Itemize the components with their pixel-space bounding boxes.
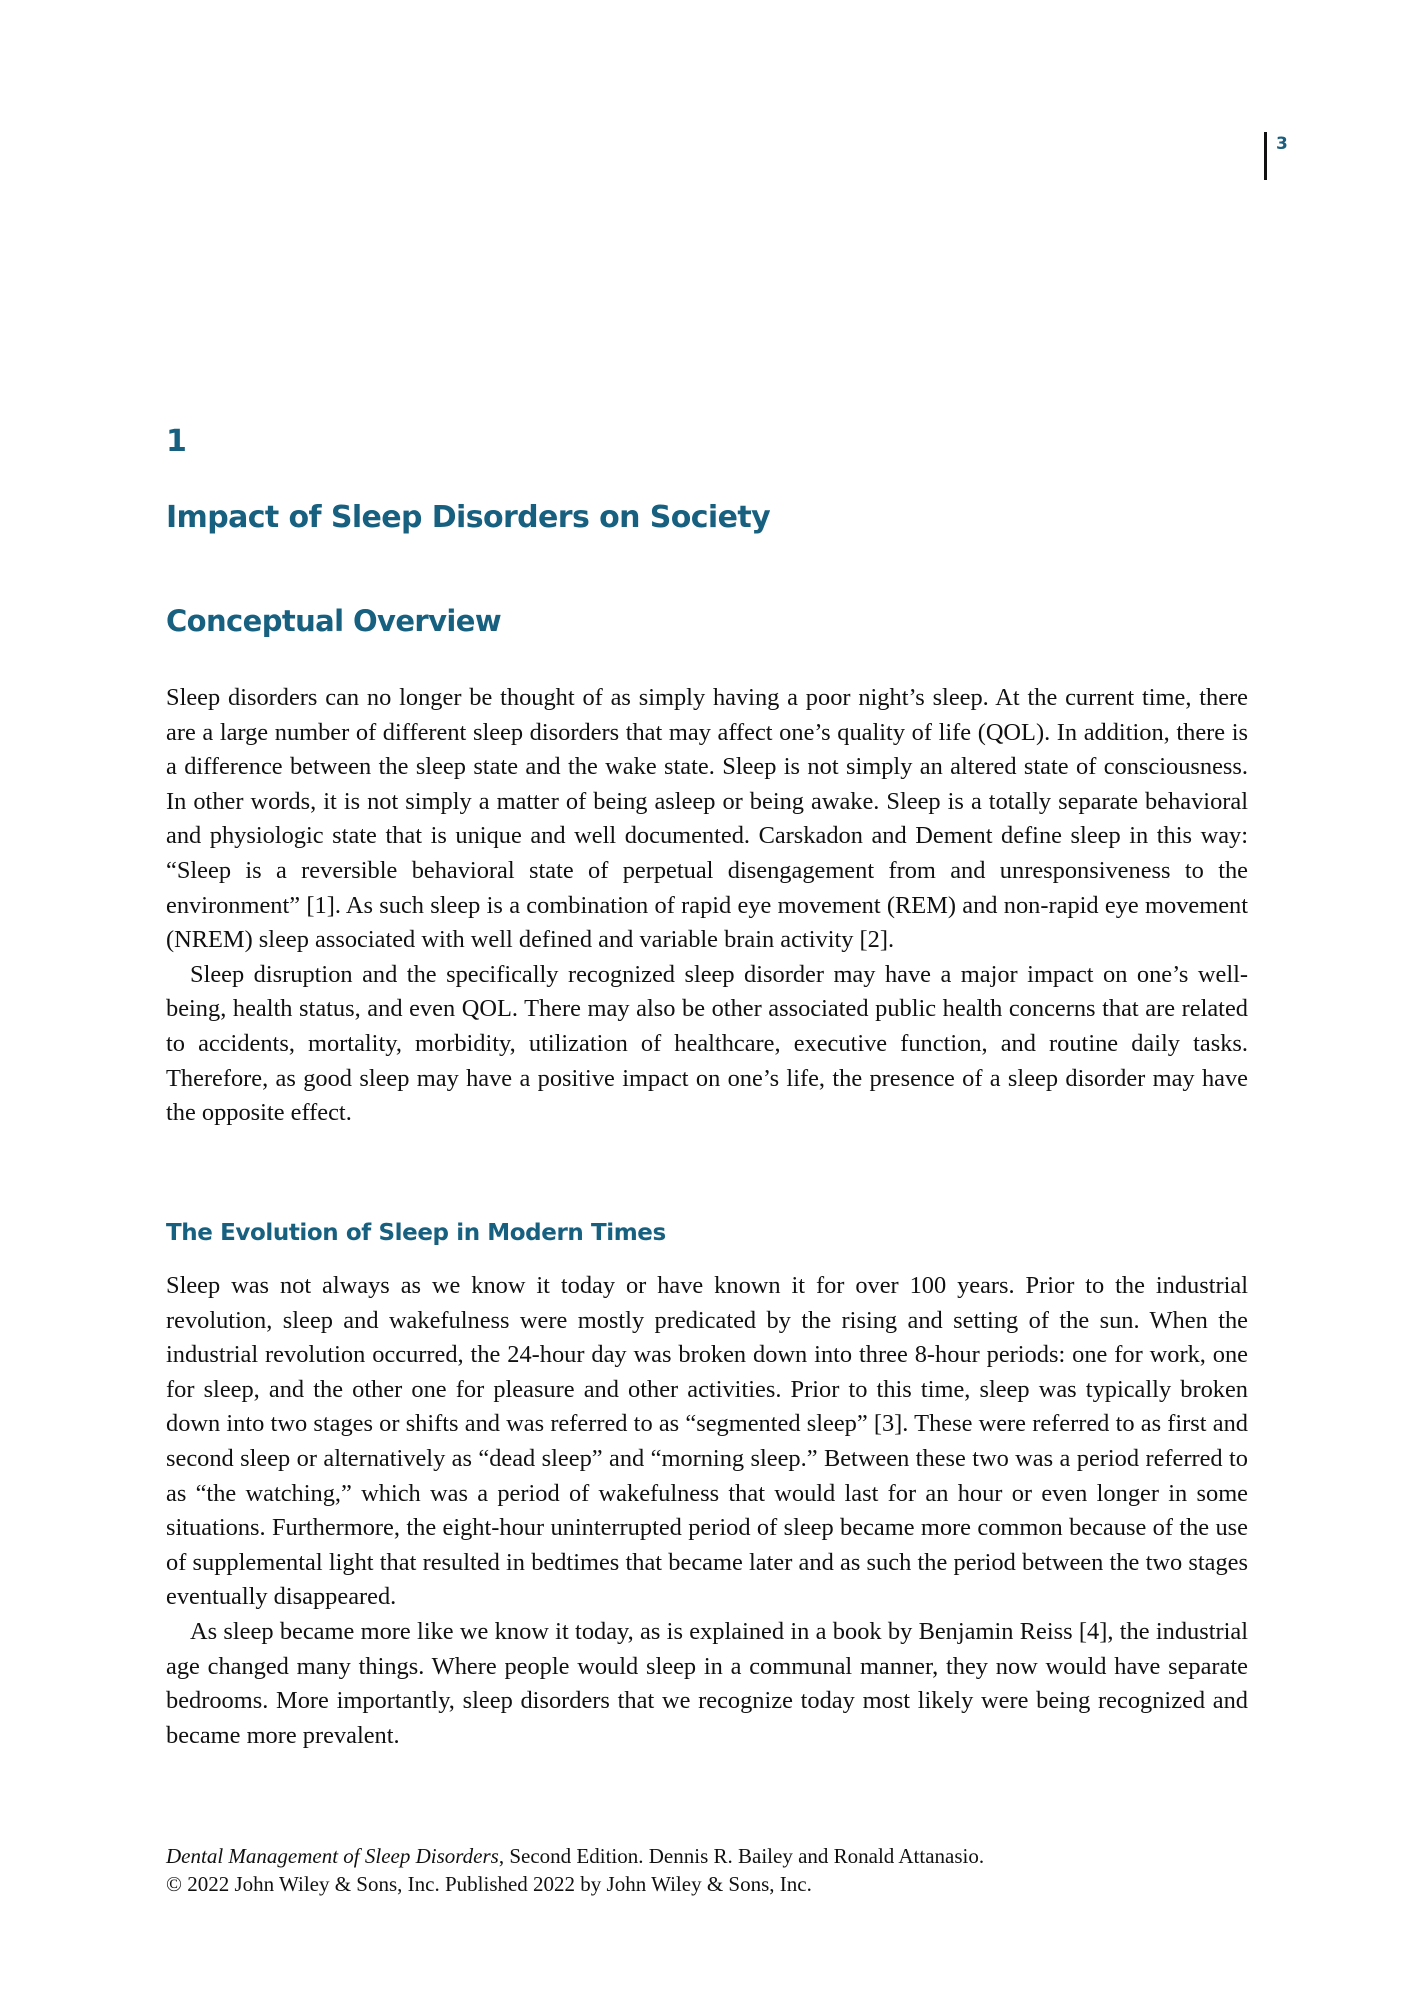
paragraph: Sleep disruption and the specifically recognized sleep disorder may have a major impact on one’s well-being, health status, and even QOL. There may also be other associated public health concerns that are related to accidents, mortality, morbidity, utilization of healthcare, executive function, and routine daily tasks. Therefore, as good sleep may have a positive impact on one’s life, the presence of a sleep disorder may have the opposite effect. (166, 960, 1248, 1127)
paragraph: As sleep became more like we know it today, as is explained in a book by Benjamin Reiss [4], the industrial age changed many things. Where people would sleep in a communal manner, they now would have separate bedrooms. More importantly, sleep disorders that we recognize today most likely were being recognized and became more prevalent. (166, 1617, 1248, 1749)
paragraph: Sleep disorders can no longer be thought of as simply having a poor night’s sleep. At the current time, there are a large number of different sleep disorders that may affect one’s quality of life (QOL). In addition, there is a difference between the sleep state and the wake state. Sleep is not simply an altered state of consciousness. In other words, it is not simply a matter of being asleep or being awake. Sleep is a totally separate behavioral and physiologic state that is unique and well documented. Carskadon and Dement define sleep in this way: “Sleep is a reversible behavioral state of perpetual disengagement from and unresponsiveness to the environment” [1]. As such sleep is a combination of rapid eye movement (REM) and non-rapid eye movement (NREM) sleep associated with well defined and variable brain activity [2]. (166, 684, 1248, 954)
book-title: Dental Management of Sleep Disorders (166, 1844, 499, 1868)
page-number: 3 (1276, 134, 1288, 154)
section-body-evolution-of-sleep (166, 1269, 1248, 1753)
section-heading-conceptual-overview: Conceptual Overview (166, 604, 502, 638)
page-number-rule (1264, 132, 1267, 180)
chapter-number: 1 (166, 424, 187, 459)
edition-authors: , Second Edition. Dennis R. Bailey and Ronald Attanasio. (498, 1844, 985, 1868)
paragraph: Sleep was not always as we know it today or have known it for over 100 years. Prior to the industrial revolution, sleep and wakefulness were mostly predicated by the rising and setting of the sun. When the industrial revolution occurred, the 24-hour day was broken down into three 8-hour periods: one for work, one for sleep, and the other one for pleasure and other activities. Prior to this time, sleep was typically broken down into two stages or shifts and was referred to as “segmented sleep” [3]. These were referred to as first and second sleep or alternatively as “dead sleep” and “morning sleep.” Between these two was a period referred to as “the watching,” which was a period of wakefulness that would last for an hour or even longer in some situations. Furthermore, the eight-hour uninterrupted period of sleep became more common because of the use of supplemental light that resulted in bedtimes that became later and as such the period between the two stages eventually disappeared. (166, 1272, 1248, 1611)
citation-line (166, 1842, 984, 1870)
copyright-line: © 2022 John Wiley & Sons, Inc. Published 2022 by John Wiley & Sons, Inc. (166, 1872, 812, 1896)
copyright-footer (166, 1842, 984, 1898)
chapter-title: Impact of Sleep Disorders on Society (166, 500, 771, 535)
section-body-conceptual-overview (166, 681, 1248, 1131)
section-heading-evolution-of-sleep: The Evolution of Sleep in Modern Times (166, 1220, 666, 1246)
